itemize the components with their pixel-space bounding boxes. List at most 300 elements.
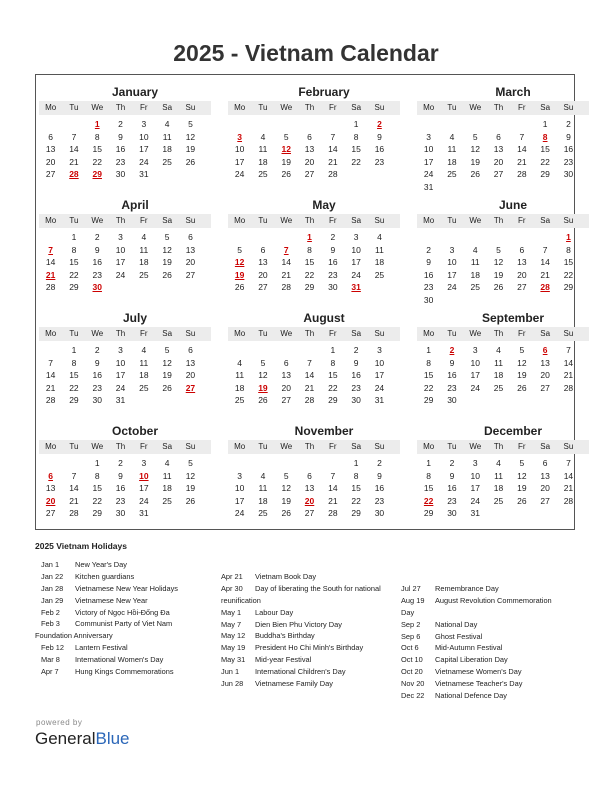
day-cell[interactable]: 20 (185, 370, 196, 381)
day-cell[interactable]: 29 (423, 395, 434, 406)
day-cell[interactable]: 12 (185, 470, 196, 481)
day-cell[interactable]: 19 (281, 156, 291, 167)
day-cell[interactable]: 8 (330, 357, 336, 368)
day-cell[interactable]: 2 (118, 119, 123, 129)
day-cell[interactable]: 25 (162, 495, 172, 506)
day-cell[interactable]: 26 (258, 395, 268, 406)
day-cell[interactable]: 27 (185, 269, 196, 280)
day-cell[interactable]: 2 (353, 345, 359, 355)
day-cell[interactable]: 14 (328, 483, 338, 494)
day-cell[interactable]: 30 (447, 508, 457, 519)
day-cell[interactable]: 12 (162, 357, 172, 368)
day-cell[interactable]: 25 (139, 382, 149, 393)
day-cell[interactable]: 10 (374, 357, 385, 368)
day-cell[interactable]: 15 (423, 483, 434, 494)
day-cell[interactable]: 26 (470, 169, 480, 180)
day-cell[interactable]: 10 (470, 470, 480, 481)
day-cell[interactable]: 19 (470, 156, 480, 167)
holiday-day[interactable]: 6 (48, 470, 54, 481)
day-cell[interactable]: 14 (69, 483, 79, 494)
day-cell[interactable]: 23 (447, 382, 457, 393)
day-cell[interactable]: 3 (472, 458, 478, 468)
day-cell[interactable]: 20 (304, 156, 315, 167)
day-cell[interactable]: 5 (164, 232, 170, 242)
day-cell[interactable]: 4 (141, 232, 147, 242)
day-cell[interactable]: 14 (563, 357, 574, 368)
day-cell[interactable]: 14 (45, 257, 56, 268)
day-cell[interactable]: 15 (304, 257, 315, 268)
day-cell[interactable]: 2 (566, 119, 571, 129)
day-cell[interactable]: 28 (517, 169, 527, 180)
day-cell[interactable]: 7 (330, 131, 336, 142)
day-cell[interactable]: 5 (496, 244, 501, 255)
day-cell[interactable]: 24 (115, 269, 126, 280)
day-cell[interactable]: 23 (92, 269, 102, 280)
day-cell[interactable]: 17 (470, 483, 480, 494)
day-cell[interactable]: 24 (351, 269, 361, 280)
day-cell[interactable]: 8 (71, 357, 77, 368)
day-cell[interactable]: 9 (118, 470, 123, 481)
day-cell[interactable]: 2 (426, 244, 432, 255)
day-cell[interactable]: 7 (330, 470, 336, 481)
day-cell[interactable]: 5 (188, 119, 193, 129)
day-cell[interactable]: 13 (45, 483, 56, 494)
day-cell[interactable]: 10 (234, 483, 245, 494)
day-cell[interactable]: 8 (94, 470, 100, 481)
day-cell[interactable]: 7 (566, 458, 571, 468)
day-cell[interactable]: 10 (423, 144, 434, 155)
day-cell[interactable]: 26 (185, 495, 196, 506)
day-cell[interactable]: 2 (94, 345, 100, 355)
day-cell[interactable]: 3 (472, 345, 478, 355)
day-cell[interactable]: 10 (139, 131, 149, 142)
day-cell[interactable]: 20 (517, 269, 527, 280)
day-cell[interactable]: 28 (304, 395, 315, 406)
day-cell[interactable]: 1 (426, 458, 432, 468)
day-cell[interactable]: 27 (540, 495, 550, 506)
day-cell[interactable]: 29 (563, 282, 574, 293)
day-cell[interactable]: 5 (188, 458, 193, 468)
day-cell[interactable]: 23 (447, 495, 457, 506)
day-cell[interactable]: 17 (470, 370, 480, 381)
day-cell[interactable]: 10 (470, 357, 480, 368)
day-cell[interactable]: 6 (188, 232, 193, 242)
day-cell[interactable]: 13 (493, 144, 504, 155)
day-cell[interactable]: 26 (281, 169, 291, 180)
day-cell[interactable]: 16 (328, 257, 338, 268)
day-cell[interactable]: 18 (258, 156, 268, 167)
day-cell[interactable]: 18 (162, 144, 172, 155)
day-cell[interactable]: 19 (493, 269, 504, 280)
holiday-day[interactable]: 10 (139, 470, 149, 481)
day-cell[interactable]: 28 (328, 169, 338, 180)
day-cell[interactable]: 22 (563, 269, 574, 280)
day-cell[interactable]: 11 (258, 483, 268, 494)
day-cell[interactable]: 6 (519, 244, 525, 255)
day-cell[interactable]: 8 (566, 244, 571, 255)
day-cell[interactable]: 8 (426, 470, 432, 481)
day-cell[interactable]: 31 (423, 181, 434, 192)
day-cell[interactable]: 17 (115, 370, 126, 381)
day-cell[interactable]: 6 (283, 357, 289, 368)
day-cell[interactable]: 27 (517, 282, 527, 293)
day-cell[interactable]: 4 (260, 470, 266, 481)
day-cell[interactable]: 2 (449, 458, 455, 468)
holiday-day[interactable]: 21 (45, 269, 56, 280)
day-cell[interactable]: 5 (283, 470, 289, 481)
day-cell[interactable]: 20 (540, 370, 550, 381)
day-cell[interactable]: 28 (281, 282, 291, 293)
day-cell[interactable]: 6 (496, 131, 501, 142)
day-cell[interactable]: 15 (351, 483, 361, 494)
day-cell[interactable]: 1 (71, 345, 77, 355)
day-cell[interactable]: 28 (563, 382, 574, 393)
day-cell[interactable]: 3 (449, 244, 455, 255)
day-cell[interactable]: 6 (260, 244, 266, 255)
day-cell[interactable]: 31 (115, 395, 126, 406)
day-cell[interactable]: 29 (423, 508, 434, 519)
day-cell[interactable]: 26 (493, 282, 504, 293)
day-cell[interactable]: 11 (162, 470, 172, 481)
holiday-day[interactable]: 1 (566, 232, 571, 242)
day-cell[interactable]: 16 (351, 370, 361, 381)
day-cell[interactable]: 18 (493, 483, 504, 494)
day-cell[interactable]: 9 (377, 131, 382, 142)
day-cell[interactable]: 29 (92, 508, 102, 519)
day-cell[interactable]: 15 (92, 144, 102, 155)
day-cell[interactable]: 28 (328, 508, 338, 519)
day-cell[interactable]: 24 (139, 495, 149, 506)
day-cell[interactable]: 27 (493, 169, 504, 180)
day-cell[interactable]: 15 (540, 144, 550, 155)
day-cell[interactable]: 27 (45, 508, 56, 519)
day-cell[interactable]: 18 (470, 269, 480, 280)
day-cell[interactable]: 19 (185, 483, 196, 494)
day-cell[interactable]: 30 (563, 169, 574, 180)
day-cell[interactable]: 14 (281, 257, 291, 268)
day-cell[interactable]: 11 (494, 470, 503, 481)
day-cell[interactable]: 11 (162, 131, 172, 142)
holiday-day[interactable]: 3 (237, 131, 243, 142)
day-cell[interactable]: 6 (188, 345, 193, 355)
day-cell[interactable]: 19 (185, 144, 196, 155)
day-cell[interactable]: 25 (258, 508, 268, 519)
day-cell[interactable]: 4 (237, 357, 243, 368)
day-cell[interactable]: 12 (258, 370, 268, 381)
holiday-day[interactable]: 1 (307, 232, 312, 242)
day-cell[interactable]: 18 (139, 257, 149, 268)
day-cell[interactable]: 24 (447, 282, 457, 293)
day-cell[interactable]: 21 (540, 269, 550, 280)
day-cell[interactable]: 9 (330, 244, 336, 255)
day-cell[interactable]: 15 (328, 370, 338, 381)
day-cell[interactable]: 4 (141, 345, 147, 355)
day-cell[interactable]: 29 (304, 282, 315, 293)
day-cell[interactable]: 14 (328, 144, 338, 155)
holiday-day[interactable]: 12 (281, 144, 291, 155)
day-cell[interactable]: 11 (494, 357, 503, 368)
day-cell[interactable]: 6 (307, 131, 312, 142)
day-cell[interactable]: 1 (71, 232, 77, 242)
holiday-day[interactable]: 2 (377, 119, 382, 129)
day-cell[interactable]: 27 (45, 169, 56, 180)
day-cell[interactable]: 17 (139, 483, 149, 494)
day-cell[interactable]: 24 (470, 495, 480, 506)
day-cell[interactable]: 18 (162, 483, 172, 494)
day-cell[interactable]: 9 (449, 470, 455, 481)
day-cell[interactable]: 18 (139, 370, 149, 381)
holiday-day[interactable]: 31 (351, 282, 361, 293)
holiday-day[interactable]: 19 (234, 269, 245, 280)
day-cell[interactable]: 16 (447, 483, 457, 494)
day-cell[interactable]: 12 (493, 257, 504, 268)
day-cell[interactable]: 24 (234, 169, 245, 180)
day-cell[interactable]: 13 (185, 357, 196, 368)
day-cell[interactable]: 11 (375, 244, 384, 255)
day-cell[interactable]: 1 (542, 119, 548, 129)
day-cell[interactable]: 14 (563, 470, 574, 481)
day-cell[interactable]: 9 (377, 470, 382, 481)
day-cell[interactable]: 24 (374, 382, 385, 393)
day-cell[interactable]: 24 (234, 508, 245, 519)
day-cell[interactable]: 21 (45, 382, 56, 393)
day-cell[interactable]: 29 (351, 508, 361, 519)
day-cell[interactable]: 19 (517, 370, 527, 381)
day-cell[interactable]: 3 (118, 232, 123, 242)
day-cell[interactable]: 17 (139, 144, 149, 155)
day-cell[interactable]: 7 (519, 131, 525, 142)
day-cell[interactable]: 9 (94, 357, 100, 368)
day-cell[interactable]: 12 (517, 357, 527, 368)
holiday-day[interactable]: 6 (542, 345, 548, 355)
holiday-day[interactable]: 30 (92, 282, 102, 293)
day-cell[interactable]: 10 (351, 244, 361, 255)
day-cell[interactable]: 4 (164, 458, 170, 468)
day-cell[interactable]: 27 (304, 169, 315, 180)
day-cell[interactable]: 11 (235, 370, 245, 381)
day-cell[interactable]: 24 (115, 382, 126, 393)
day-cell[interactable]: 29 (540, 169, 550, 180)
day-cell[interactable]: 11 (139, 357, 149, 368)
day-cell[interactable]: 19 (281, 495, 291, 506)
day-cell[interactable]: 22 (423, 382, 434, 393)
day-cell[interactable]: 13 (304, 483, 315, 494)
holiday-day[interactable]: 20 (304, 495, 315, 506)
day-cell[interactable]: 31 (139, 169, 149, 180)
day-cell[interactable]: 23 (328, 269, 338, 280)
day-cell[interactable]: 8 (307, 244, 312, 255)
day-cell[interactable]: 7 (542, 244, 548, 255)
holiday-day[interactable]: 12 (234, 257, 245, 268)
day-cell[interactable]: 9 (566, 131, 571, 142)
holiday-day[interactable]: 29 (92, 169, 102, 180)
day-cell[interactable]: 14 (45, 370, 56, 381)
day-cell[interactable]: 2 (118, 458, 123, 468)
holiday-day[interactable]: 27 (185, 382, 196, 393)
day-cell[interactable]: 27 (540, 382, 550, 393)
day-cell[interactable]: 17 (234, 156, 245, 167)
day-cell[interactable]: 5 (260, 357, 266, 368)
holiday-day[interactable]: 7 (48, 244, 54, 255)
day-cell[interactable]: 25 (493, 495, 504, 506)
day-cell[interactable]: 7 (48, 357, 54, 368)
day-cell[interactable]: 18 (234, 382, 245, 393)
day-cell[interactable]: 26 (281, 508, 291, 519)
day-cell[interactable]: 8 (94, 131, 100, 142)
day-cell[interactable]: 5 (164, 345, 170, 355)
day-cell[interactable]: 22 (92, 156, 102, 167)
day-cell[interactable]: 17 (115, 257, 126, 268)
day-cell[interactable]: 17 (351, 257, 361, 268)
day-cell[interactable]: 10 (447, 257, 457, 268)
day-cell[interactable]: 9 (118, 131, 123, 142)
holiday-day[interactable]: 22 (423, 495, 434, 506)
day-cell[interactable]: 12 (185, 131, 196, 142)
day-cell[interactable]: 15 (92, 483, 102, 494)
day-cell[interactable]: 8 (71, 244, 77, 255)
day-cell[interactable]: 16 (115, 144, 126, 155)
day-cell[interactable]: 16 (563, 144, 574, 155)
day-cell[interactable]: 13 (304, 144, 315, 155)
day-cell[interactable]: 27 (304, 508, 315, 519)
day-cell[interactable]: 19 (162, 257, 172, 268)
day-cell[interactable]: 24 (470, 382, 480, 393)
day-cell[interactable]: 21 (563, 370, 574, 381)
day-cell[interactable]: 11 (447, 144, 457, 155)
day-cell[interactable]: 7 (307, 357, 312, 368)
day-cell[interactable]: 15 (423, 370, 434, 381)
day-cell[interactable]: 25 (162, 156, 172, 167)
day-cell[interactable]: 4 (496, 458, 501, 468)
day-cell[interactable]: 25 (258, 169, 268, 180)
day-cell[interactable]: 28 (45, 395, 56, 406)
day-cell[interactable]: 22 (92, 495, 102, 506)
day-cell[interactable]: 14 (69, 144, 79, 155)
day-cell[interactable]: 5 (237, 244, 243, 255)
day-cell[interactable]: 16 (374, 483, 385, 494)
day-cell[interactable]: 23 (563, 156, 574, 167)
day-cell[interactable]: 1 (426, 345, 432, 355)
day-cell[interactable]: 15 (69, 257, 79, 268)
day-cell[interactable]: 28 (45, 282, 56, 293)
day-cell[interactable]: 26 (162, 269, 172, 280)
day-cell[interactable]: 3 (141, 119, 147, 129)
holiday-day[interactable]: 2 (449, 345, 455, 355)
day-cell[interactable]: 18 (258, 495, 268, 506)
day-cell[interactable]: 14 (540, 257, 550, 268)
day-cell[interactable]: 28 (69, 508, 79, 519)
day-cell[interactable]: 26 (517, 495, 527, 506)
day-cell[interactable]: 31 (139, 508, 149, 519)
day-cell[interactable]: 10 (234, 144, 245, 155)
holiday-day[interactable]: 7 (283, 244, 289, 255)
day-cell[interactable]: 16 (92, 370, 102, 381)
day-cell[interactable]: 20 (185, 257, 196, 268)
day-cell[interactable]: 25 (139, 269, 149, 280)
day-cell[interactable]: 12 (470, 144, 480, 155)
day-cell[interactable]: 22 (304, 269, 315, 280)
day-cell[interactable]: 22 (69, 382, 79, 393)
day-cell[interactable]: 17 (447, 269, 457, 280)
day-cell[interactable]: 20 (493, 156, 504, 167)
day-cell[interactable]: 11 (258, 144, 268, 155)
day-cell[interactable]: 3 (353, 232, 359, 242)
day-cell[interactable]: 12 (281, 483, 291, 494)
day-cell[interactable]: 7 (71, 470, 77, 481)
day-cell[interactable]: 11 (139, 244, 149, 255)
day-cell[interactable]: 13 (540, 357, 550, 368)
day-cell[interactable]: 31 (374, 395, 385, 406)
day-cell[interactable]: 23 (351, 382, 361, 393)
day-cell[interactable]: 16 (115, 483, 126, 494)
day-cell[interactable]: 24 (139, 156, 149, 167)
holiday-day[interactable]: 20 (45, 495, 56, 506)
day-cell[interactable]: 20 (281, 382, 291, 393)
day-cell[interactable]: 13 (258, 257, 268, 268)
day-cell[interactable]: 30 (423, 294, 434, 305)
day-cell[interactable]: 2 (377, 458, 382, 468)
day-cell[interactable]: 27 (281, 395, 291, 406)
day-cell[interactable]: 23 (115, 495, 126, 506)
generalblue-logo[interactable] (35, 729, 130, 749)
day-cell[interactable]: 29 (69, 282, 79, 293)
day-cell[interactable]: 25 (374, 269, 385, 280)
day-cell[interactable]: 22 (328, 382, 338, 393)
day-cell[interactable]: 3 (237, 470, 243, 481)
day-cell[interactable]: 16 (423, 269, 434, 280)
day-cell[interactable]: 8 (353, 470, 359, 481)
day-cell[interactable]: 8 (426, 357, 432, 368)
day-cell[interactable]: 4 (377, 232, 382, 242)
day-cell[interactable]: 1 (330, 345, 336, 355)
day-cell[interactable]: 1 (353, 119, 359, 129)
day-cell[interactable]: 30 (328, 282, 338, 293)
day-cell[interactable]: 2 (94, 232, 100, 242)
day-cell[interactable]: 25 (234, 395, 245, 406)
day-cell[interactable]: 19 (517, 483, 527, 494)
day-cell[interactable]: 5 (472, 131, 478, 142)
day-cell[interactable]: 10 (115, 357, 126, 368)
day-cell[interactable]: 17 (234, 495, 245, 506)
day-cell[interactable]: 21 (281, 269, 291, 280)
holiday-day[interactable]: 28 (540, 282, 550, 293)
day-cell[interactable]: 14 (517, 144, 527, 155)
day-cell[interactable]: 26 (234, 282, 245, 293)
day-cell[interactable]: 26 (517, 382, 527, 393)
day-cell[interactable]: 4 (164, 119, 170, 129)
day-cell[interactable]: 2 (330, 232, 336, 242)
day-cell[interactable]: 3 (377, 345, 382, 355)
day-cell[interactable]: 21 (328, 495, 338, 506)
day-cell[interactable]: 25 (447, 169, 457, 180)
day-cell[interactable]: 6 (48, 131, 54, 142)
day-cell[interactable]: 25 (493, 382, 504, 393)
day-cell[interactable]: 30 (447, 395, 457, 406)
day-cell[interactable]: 13 (185, 244, 196, 255)
day-cell[interactable]: 30 (374, 508, 385, 519)
day-cell[interactable]: 21 (304, 382, 315, 393)
day-cell[interactable]: 18 (493, 370, 504, 381)
day-cell[interactable]: 6 (307, 470, 312, 481)
day-cell[interactable]: 16 (447, 370, 457, 381)
day-cell[interactable]: 16 (92, 257, 102, 268)
day-cell[interactable]: 23 (374, 495, 385, 506)
holiday-day[interactable]: 1 (94, 119, 100, 129)
day-cell[interactable]: 18 (374, 257, 385, 268)
day-cell[interactable]: 11 (470, 257, 480, 268)
day-cell[interactable]: 25 (470, 282, 480, 293)
day-cell[interactable]: 4 (449, 131, 455, 142)
